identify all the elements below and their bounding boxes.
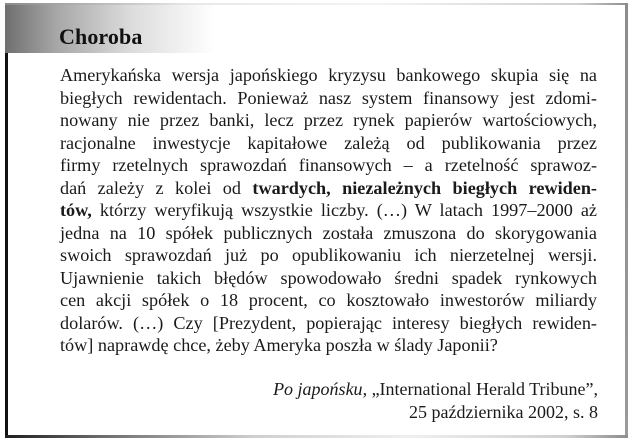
- quote-line: tów] naprawdę chce, żeby Ameryka poszła w ślady Japonii?: [60, 335, 498, 355]
- quote-text: dań zależy z kolei od: [60, 177, 253, 198]
- quote-line: jedna na 10 spółek publicznych została zmuszona do skorygowania: [60, 222, 597, 243]
- emphasis-text: twardych, niezależnych biegłych rewiden-: [252, 177, 597, 198]
- frame-left-border: [5, 53, 8, 438]
- quote-line: [60, 177, 597, 200]
- quote-line: [60, 199, 597, 222]
- quote-line: swoich sprawozdań już po opublikowaniu ich nierzetelnej wersji.: [60, 245, 597, 265]
- source-date: 25 października 2002, s. 8: [409, 401, 598, 422]
- quote-line: Ujawnienie takich błędów spowodowało średni spadek rynkowych: [60, 267, 597, 288]
- box-title: Choroba: [59, 24, 143, 49]
- quote-line: Amerykańska wersja japońskiego kryzysu bankowego skupia się na: [60, 65, 597, 85]
- source-article-title: Po japońsku: [273, 379, 363, 399]
- quote-text: którzy weryfikują wszystkie liczby. (…) W latach 1997–2000 aż: [91, 200, 597, 220]
- frame-right-border: [625, 3, 628, 438]
- quote-body: [60, 64, 597, 357]
- quote-line: nowany nie przez banki, lecz przez rynek papierów wartościowych,: [60, 110, 597, 130]
- quote-line: biegłych rewidentach. Ponieważ nasz system finansowy jest zdomi-: [60, 87, 597, 108]
- quote-line: cen akcji spółek o 18 procent, co kosztowało inwestorów miliardy: [60, 290, 597, 310]
- quote-line: firmy rzetelnych sprawozdań finansowych – a rzetelność sprawoz-: [60, 155, 597, 175]
- emphasis-text: tów,: [60, 200, 92, 220]
- frame-top-border: [5, 3, 628, 5]
- frame-bottom-border: [5, 435, 628, 438]
- source-line-1: [273, 378, 598, 401]
- source-publication: , „International Herald Tribune”,: [362, 379, 598, 399]
- quote-line: dolarów. (…) Czy [Prezydent, popierając interesy biegłych rewiden-: [60, 312, 597, 333]
- source-attribution: [273, 378, 598, 423]
- quote-line: racjonalne inwestycje kapitałowe zależą od publikowania przez: [60, 132, 597, 153]
